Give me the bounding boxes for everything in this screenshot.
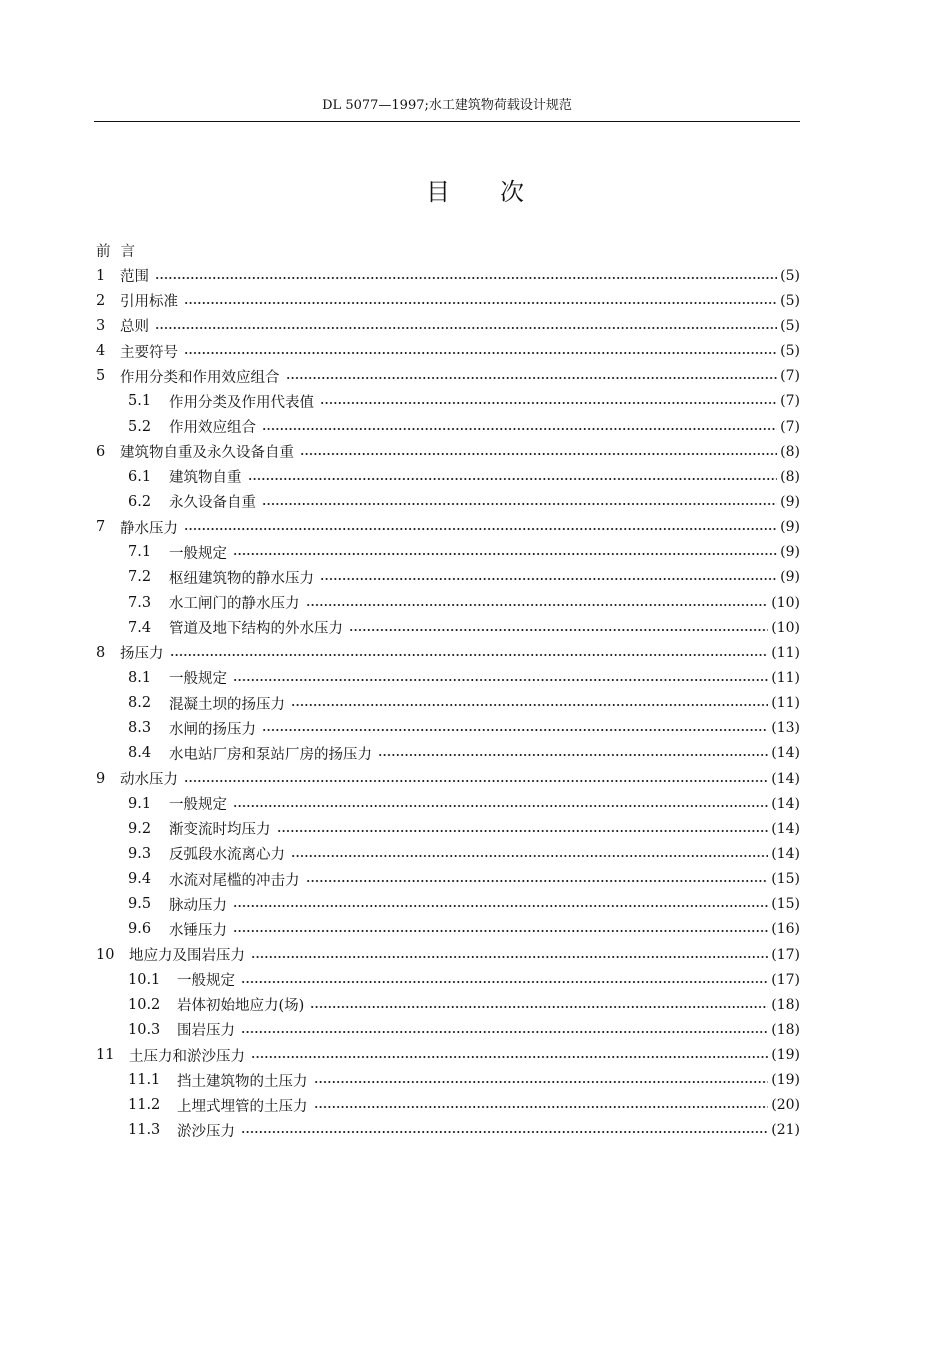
toc-entry-number: 8.3 [128, 720, 152, 737]
toc-entry[interactable] [96, 791, 800, 816]
toc-entry-title: 渐变流时均压力 [169, 822, 271, 839]
toc-entry-page: (5) [780, 292, 800, 309]
toc-entry-page: (8) [780, 443, 800, 460]
toc-entry[interactable] [96, 942, 800, 967]
toc-dot-leader [262, 729, 768, 731]
toc-entry-title: 作用效应组合 [169, 420, 256, 437]
toc-entry-title: 静水压力 [120, 520, 178, 537]
toc-entry[interactable] [96, 1068, 800, 1093]
toc-entry-number: 11 [96, 1047, 115, 1064]
toc-entry-page: (18) [771, 996, 800, 1013]
toc-entry-title: 挡土建筑物的土压力 [177, 1073, 308, 1090]
toc-dot-leader [349, 629, 768, 631]
toc-entry-page: (10) [771, 594, 800, 611]
toc-entry-number: 10 [96, 946, 115, 963]
toc-entry-title: 永久设备自重 [169, 495, 256, 512]
toc-entry-title: 一般规定 [169, 671, 227, 688]
toc-entry-page: (11) [771, 669, 800, 686]
toc-entry[interactable] [96, 313, 800, 338]
toc-entry[interactable] [96, 288, 800, 313]
running-header: DL 5077—1997;水工建筑物荷载设计规范 [322, 98, 572, 113]
toc-entry[interactable] [96, 364, 800, 389]
toc-entry-number: 9.3 [128, 845, 152, 862]
toc-entry-number: 11.1 [128, 1072, 161, 1089]
toc-entry[interactable] [96, 339, 800, 364]
toc-entry-page: (15) [771, 871, 800, 888]
toc-entry-number: 8.2 [128, 695, 152, 712]
toc-entry-number: 9.5 [128, 896, 152, 913]
toc-dot-leader [184, 302, 777, 304]
toc-entry-number: 4 [96, 343, 106, 360]
toc-dot-leader [306, 604, 769, 606]
toc-entry-title: 一般规定 [177, 973, 235, 990]
toc-entry-title: 建筑物自重及永久设备自重 [120, 445, 294, 462]
toc-dot-leader [277, 830, 769, 832]
toc-entry-page: (9) [780, 519, 800, 536]
toc-entry-page: (13) [771, 720, 800, 737]
toc-dot-leader [251, 956, 768, 958]
toc-entry-title: 建筑物自重 [169, 470, 242, 487]
toc-entry-title: 一般规定 [169, 797, 227, 814]
toc-entry[interactable] [96, 1093, 800, 1118]
toc-entry-number: 7 [96, 519, 106, 536]
toc-dot-leader [251, 1056, 768, 1058]
toc-entry[interactable] [96, 1043, 800, 1068]
header-divider [94, 121, 800, 122]
toc-entry-number: 7.1 [128, 544, 152, 561]
toc-entry[interactable] [96, 414, 800, 439]
toc-entry-number: 3 [96, 317, 106, 334]
toc-dot-leader [155, 327, 777, 329]
toc-entry-title: 水锤压力 [169, 922, 227, 939]
toc-entry-number: 2 [96, 292, 106, 309]
toc-entry-number: 8 [96, 644, 106, 661]
toc-entry[interactable] [96, 691, 800, 716]
toc-entry-title: 混凝土坝的扬压力 [169, 696, 285, 713]
toc-entry-title: 水流对尾槛的冲击力 [169, 872, 300, 889]
toc-dot-leader [233, 805, 768, 807]
toc-entry-title: 动水压力 [120, 772, 178, 789]
toc-dot-leader [262, 503, 777, 505]
toc-entry-page: (9) [780, 569, 800, 586]
toc-entry[interactable] [96, 489, 800, 514]
toc-entry-title: 枢纽建筑物的静水压力 [169, 570, 314, 587]
toc-dot-leader [314, 1081, 769, 1083]
toc-dot-leader [286, 377, 778, 379]
toc-entry[interactable] [96, 992, 800, 1017]
toc-entry[interactable] [96, 716, 800, 741]
toc-entry[interactable] [96, 389, 800, 414]
toc-dot-leader [262, 428, 777, 430]
toc-dot-leader [184, 528, 777, 530]
toc-entry-page: (10) [771, 619, 800, 636]
toc-dot-leader [310, 1006, 768, 1008]
toc-dot-leader [241, 981, 768, 983]
toc-entry-title: 扬压力 [120, 646, 164, 663]
toc-entry-title: 总则 [120, 319, 149, 336]
toc-entry-page: (18) [771, 1021, 800, 1038]
toc-entry-title: 上埋式埋管的土压力 [177, 1098, 308, 1115]
toc-preface-label: 前言 [96, 244, 145, 261]
toc-dot-leader [241, 1031, 768, 1033]
toc-dot-leader [233, 553, 777, 555]
toc-entry[interactable] [96, 967, 800, 992]
toc-dot-leader [320, 402, 777, 404]
toc-entry-number: 10.1 [128, 971, 161, 988]
toc-entry-title: 一般规定 [169, 545, 227, 562]
toc-dot-leader [306, 880, 769, 882]
toc-entry-page: (11) [771, 695, 800, 712]
toc-entry-page: (8) [780, 468, 800, 485]
toc-dot-leader [233, 905, 768, 907]
toc-entry-title: 管道及地下结构的外水压力 [169, 621, 343, 638]
toc-entry-page: (14) [771, 845, 800, 862]
toc-entry-page: (7) [780, 393, 800, 410]
toc-dot-leader [170, 654, 769, 656]
table-of-contents [96, 238, 800, 1143]
toc-entry-number: 9.2 [128, 820, 152, 837]
toc-entry-page: (15) [771, 896, 800, 913]
toc-dot-leader [300, 453, 777, 455]
toc-entry[interactable] [96, 640, 800, 665]
toc-entry-number: 6 [96, 443, 106, 460]
toc-entry[interactable] [96, 540, 800, 565]
toc-entry-number: 5.2 [128, 418, 152, 435]
toc-entry[interactable] [96, 867, 800, 892]
toc-entry-number: 5.1 [128, 393, 152, 410]
toc-entry[interactable] [96, 665, 800, 690]
toc-entry-title: 作用分类及作用代表值 [169, 394, 314, 411]
toc-entry-page: (9) [780, 493, 800, 510]
toc-entry-number: 8.1 [128, 669, 152, 686]
toc-entry[interactable] [96, 841, 800, 866]
toc-entry-title: 脉动压力 [169, 897, 227, 914]
toc-entry-title: 岩体初始地应力(场) [177, 998, 305, 1015]
toc-entry[interactable] [96, 1118, 800, 1143]
toc-entry-title: 地应力及围岩压力 [129, 948, 245, 964]
toc-entry-title: 水电站厂房和泵站厂房的扬压力 [169, 746, 372, 763]
toc-dot-leader [248, 478, 778, 480]
toc-dot-leader [378, 754, 768, 756]
toc-entry[interactable] [96, 590, 800, 615]
toc-entry-title: 范围 [120, 269, 149, 286]
toc-entry-number: 1 [96, 267, 106, 284]
toc-entry[interactable] [96, 615, 800, 640]
toc-entry-title: 淤沙压力 [177, 1123, 235, 1140]
toc-entry-number: 10.3 [128, 1021, 161, 1038]
toc-entry-number: 7.2 [128, 569, 152, 586]
toc-entry[interactable] [96, 263, 800, 288]
page-title-right: 次 [500, 178, 524, 206]
toc-entry[interactable] [96, 565, 800, 590]
toc-entry[interactable] [96, 766, 800, 791]
toc-entry[interactable] [96, 1017, 800, 1042]
toc-dot-leader [233, 679, 768, 681]
toc-entry-page: (17) [771, 971, 800, 988]
toc-entry-page: (14) [771, 770, 800, 787]
toc-dot-leader [155, 277, 777, 279]
page-title [0, 172, 950, 207]
toc-entry-page: (17) [771, 946, 800, 963]
toc-entry-page: (11) [771, 644, 800, 661]
toc-dot-leader [184, 352, 777, 354]
toc-entry-title: 水工闸门的静水压力 [169, 596, 300, 613]
toc-dot-leader [241, 1131, 768, 1133]
toc-dot-leader [291, 855, 768, 857]
toc-entry-title: 反弧段水流离心力 [169, 847, 285, 864]
toc-entry[interactable] [96, 816, 800, 841]
toc-entry-number: 7.4 [128, 619, 152, 636]
toc-dot-leader [291, 704, 768, 706]
toc-entry-page: (5) [780, 343, 800, 360]
toc-entry-number: 9 [96, 770, 106, 787]
toc-entry-title: 主要符号 [120, 344, 178, 361]
toc-entry-page: (7) [780, 418, 800, 435]
toc-entry-page: (5) [780, 317, 800, 334]
toc-dot-leader [320, 578, 777, 580]
toc-preface[interactable] [96, 238, 800, 263]
toc-entry-number: 9.6 [128, 921, 152, 938]
toc-entry-page: (7) [780, 368, 800, 385]
toc-entry-page: (19) [771, 1072, 800, 1089]
page-title-left: 目 [426, 178, 450, 206]
toc-entry-number: 5 [96, 368, 106, 385]
toc-entry-number: 8.4 [128, 745, 152, 762]
toc-entry-page: (20) [771, 1097, 800, 1114]
toc-entry-number: 9.1 [128, 795, 152, 812]
toc-entry-page: (14) [771, 745, 800, 762]
toc-entry-number: 10.2 [128, 996, 161, 1013]
toc-entry-page: (5) [780, 267, 800, 284]
toc-entry-number: 6.2 [128, 493, 152, 510]
toc-dot-leader [233, 930, 768, 932]
toc-entry-title: 作用分类和作用效应组合 [120, 369, 280, 386]
toc-entry-page: (9) [780, 544, 800, 561]
toc-entry-title: 引用标准 [120, 294, 178, 311]
toc-entry-title: 围岩压力 [177, 1023, 235, 1040]
toc-entry-page: (19) [771, 1047, 800, 1064]
toc-entry[interactable] [96, 741, 800, 766]
toc-entry-title: 水闸的扬压力 [169, 721, 256, 738]
toc-dot-leader [314, 1106, 769, 1108]
toc-entry-number: 11.2 [128, 1097, 161, 1114]
toc-entry[interactable] [96, 464, 800, 489]
toc-entry[interactable] [96, 515, 800, 540]
toc-entry-page: (14) [771, 795, 800, 812]
toc-entry[interactable] [96, 892, 800, 917]
toc-dot-leader [184, 780, 768, 782]
toc-entry[interactable] [96, 917, 800, 942]
toc-entry-number: 11.3 [128, 1122, 161, 1139]
toc-entry-number: 6.1 [128, 468, 152, 485]
toc-entry-page: (21) [771, 1122, 800, 1139]
toc-entry-title: 土压力和淤沙压力 [129, 1048, 245, 1065]
toc-entry-number: 7.3 [128, 594, 152, 611]
toc-entry-page: (16) [771, 921, 800, 938]
toc-entry-page: (14) [771, 820, 800, 837]
toc-entry-number: 9.4 [128, 871, 152, 888]
toc-entry[interactable] [96, 439, 800, 464]
